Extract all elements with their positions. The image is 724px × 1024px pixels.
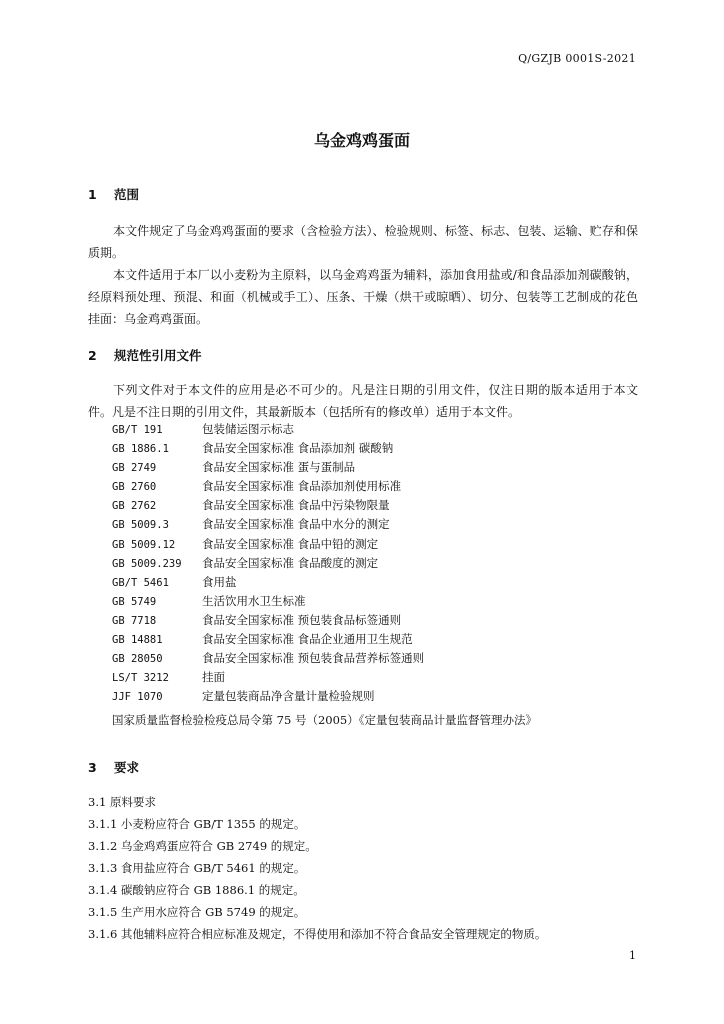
section-title: 规范性引用文件 [114,348,202,363]
reference-code: GB 2762 [112,500,157,513]
reference-item [112,687,642,706]
requirement-item: 3.1.6 其他辅料应符合相应标准及规定，不得使用和添加不符合食品安全管理规定的物质。 [88,927,547,941]
reference-title: 食品安全国家标准 预包装食品标签通则 [202,612,402,627]
section-number: 1 [88,187,97,202]
reference-code: GB 5009.3 [112,519,169,532]
reference-item [112,649,642,668]
reference-code: GB 5009.239 [112,557,182,570]
section-2-intro: 下列文件对于本文件的应用是必不可少的。凡是注日期的引用文件，仅注日期的版本适用于本文件。凡是不注日期的引用文件，其最新版本（包括所有的修改单）适用于本文件。 [88,383,638,419]
reference-code: GB 28050 [112,653,163,666]
reference-code: GB 7718 [112,614,157,627]
reference-code: GB/T 5461 [112,576,169,589]
section-3-heading [88,758,139,776]
page-number: 1 [629,949,636,962]
section-title: 要求 [114,760,140,775]
reference-note: 国家质量监督检验检疫总局令第 75 号（2005）《定量包装商品计量监督管理办法》 [112,713,537,727]
reference-title: 生活饮用水卫生标准 [202,593,306,608]
reference-code: GB/T 191 [112,424,163,436]
requirement-item: 3.1.3 食用盐应符合 GB/T 5461 的规定。 [88,861,306,875]
reference-title: 食品安全国家标准 食品中铅的测定 [202,536,379,551]
requirement-item: 3.1.4 碳酸钠应符合 GB 1886.1 的规定。 [88,883,305,897]
reference-item [112,535,642,554]
reference-item [112,515,642,534]
reference-item [112,496,642,515]
reference-item [112,554,642,573]
subsection-heading: 3.1 原料要求 [88,795,156,809]
section-number: 3 [88,760,97,775]
standard-code: Q/GZJB 0001S-2021 [518,52,636,65]
requirement-item: 3.1.2 乌金鸡鸡蛋应符合 GB 2749 的规定。 [88,839,317,853]
reference-title: 食品安全国家标准 食品酸度的测定 [202,555,379,570]
section-2-heading [88,346,202,364]
reference-item [112,668,642,687]
reference-list [112,420,642,706]
reference-item [112,592,642,611]
reference-code: GB 1886.1 [112,443,169,456]
section-title: 范围 [114,187,140,202]
reference-code: JJF 1070 [112,691,163,704]
section-number: 2 [88,348,97,363]
section-1-paragraph-2: 本文件适用于本厂以小麦粉为主原料，以乌金鸡鸡蛋为辅料，添加食用盐或/和食品添加剂碳酸钠，经原料预处理、预混、和面（机械或手工）、压条、干燥（烘干或晾晒）、切分、包装等工艺制成的花色挂面：乌金鸡鸡蛋面。 [88,268,639,326]
reference-item [112,611,642,630]
reference-title: 食品安全国家标准 食品添加剂 碳酸钠 [202,441,394,456]
reference-code: GB 5009.12 [112,538,176,551]
reference-title: 食品安全国家标准 食品中水分的测定 [202,517,390,532]
reference-code: LS/T 3212 [112,672,169,685]
requirement-item: 3.1.5 生产用水应符合 GB 5749 的规定。 [88,905,306,919]
requirement-item: 3.1.1 小麦粉应符合 GB/T 1355 的规定。 [88,817,306,831]
reference-title: 食品安全国家标准 预包装食品营养标签通则 [202,651,425,666]
reference-code: GB 5749 [112,595,157,608]
reference-code: GB 2760 [112,481,157,494]
reference-item [112,573,642,592]
reference-title: 食品安全国家标准 食品企业通用卫生规范 [202,632,413,647]
reference-title: 挂面 [202,670,225,685]
reference-title: 食品安全国家标准 食品中污染物限量 [202,498,390,513]
reference-code: GB 14881 [112,634,163,647]
reference-item [112,439,642,458]
section-1-paragraph-1: 本文件规定了乌金鸡鸡蛋面的要求（含检验方法）、检验规则、标签、标志、包装、运输、贮存和保质期。 [88,224,638,260]
document-title: 乌金鸡鸡蛋面 [313,131,410,150]
reference-title: 食品安全国家标准 蛋与蛋制品 [202,460,356,475]
reference-title: 包装储运图示标志 [202,422,294,436]
reference-title: 食品安全国家标准 食品添加剂使用标准 [202,479,402,494]
reference-code: GB 2749 [112,462,157,475]
reference-item [112,477,642,496]
reference-title: 定量包装商品净含量计量检验规则 [202,689,375,704]
reference-item [112,630,642,649]
reference-title: 食用盐 [202,574,237,589]
reference-item [112,420,642,439]
section-1-heading [88,185,139,203]
reference-item [112,458,642,477]
